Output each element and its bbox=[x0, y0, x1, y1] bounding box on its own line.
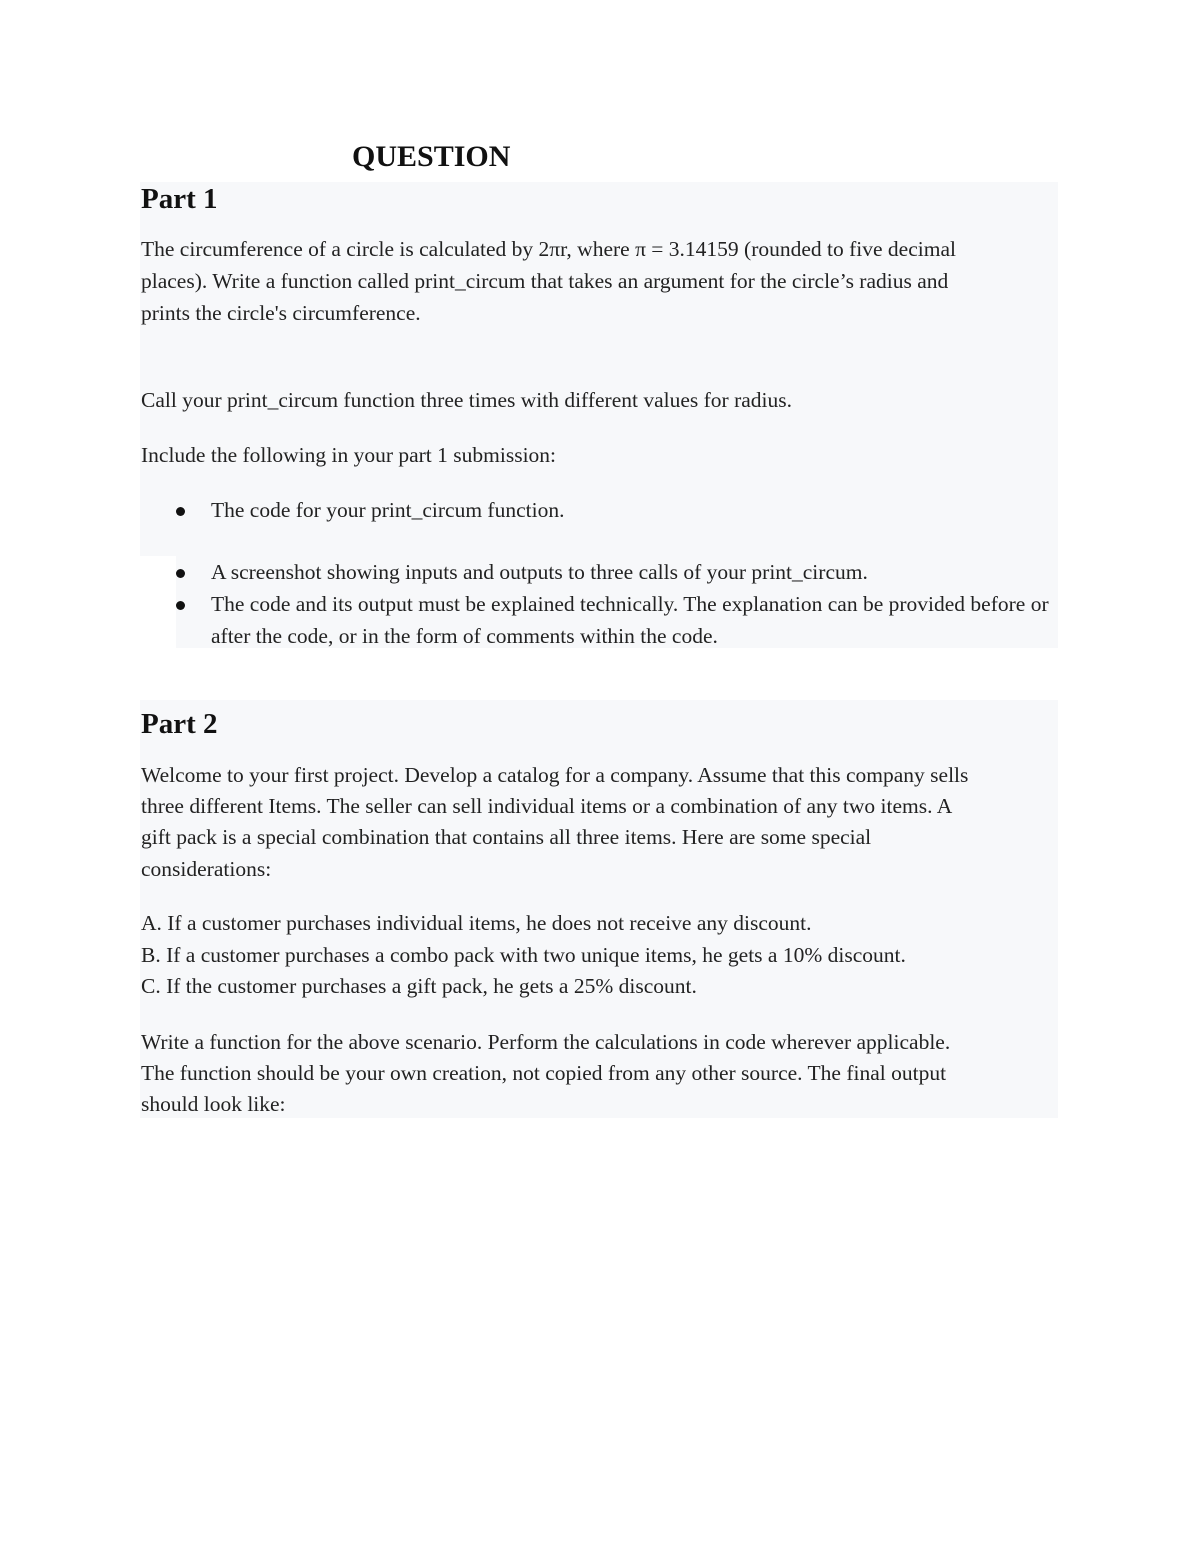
part2-closing-line-2: The function should be your own creation, not copied from any other source. The final output bbox=[141, 1061, 947, 1085]
list-item bbox=[176, 495, 1056, 527]
part1-intro-line-2: places). Write a function called print_circum that takes an argument for the circle’s radius and bbox=[141, 269, 949, 293]
part2-intro-line-4: considerations: bbox=[141, 857, 272, 881]
part2-closing-line-1: Write a function for the above scenario. Perform the calculations in code wherever applicable. bbox=[141, 1030, 951, 1054]
part2-heading: Part 2 bbox=[141, 708, 218, 740]
part2-rule-c: C. If the customer purchases a gift pack, he gets a 25% discount. bbox=[141, 974, 697, 998]
part1-include-instruction: Include the following in your part 1 submission: bbox=[141, 443, 557, 467]
part2-intro-line-3: gift pack is a special combination that contains all three items. Here are some special bbox=[141, 825, 872, 849]
bullet-dot-icon bbox=[176, 569, 185, 578]
page-title: QUESTION bbox=[352, 140, 511, 173]
part2-intro-line-1: Welcome to your first project. Develop a catalog for a company. Assume that this company sells bbox=[141, 763, 969, 787]
part2-closing-line-3: should look like: bbox=[141, 1092, 286, 1116]
list-item-text: The code for your print_circum function. bbox=[211, 498, 565, 522]
part1-intro-line-3: prints the circle's circumference. bbox=[141, 301, 421, 325]
part1-intro-line-1: The circumference of a circle is calculated by 2πr, where π = 3.14159 (rounded to five decimal bbox=[141, 237, 956, 261]
list-item bbox=[176, 589, 1056, 652]
list-item bbox=[176, 557, 1056, 589]
list-item-text: A screenshot showing inputs and outputs to three calls of your print_circum. bbox=[211, 560, 868, 584]
bullet-dot-icon bbox=[176, 507, 185, 516]
bullet-gutter bbox=[140, 556, 176, 648]
part1-call-instruction: Call your print_circum function three times with different values for radius. bbox=[141, 388, 792, 412]
bullet-dot-icon bbox=[176, 601, 185, 610]
part2-rule-a: A. If a customer purchases individual items, he does not receive any discount. bbox=[141, 911, 812, 935]
part2-rule-b: B. If a customer purchases a combo pack with two unique items, he gets a 10% discount. bbox=[141, 943, 906, 967]
part2-intro-line-2: three different Items. The seller can sell individual items or a combination of any two items. A bbox=[141, 794, 953, 818]
part1-heading: Part 1 bbox=[141, 183, 218, 215]
list-item-text: The code and its output must be explained technically. The explanation can be provided before or after the code, or in the form of comments within the code. bbox=[211, 592, 1049, 648]
